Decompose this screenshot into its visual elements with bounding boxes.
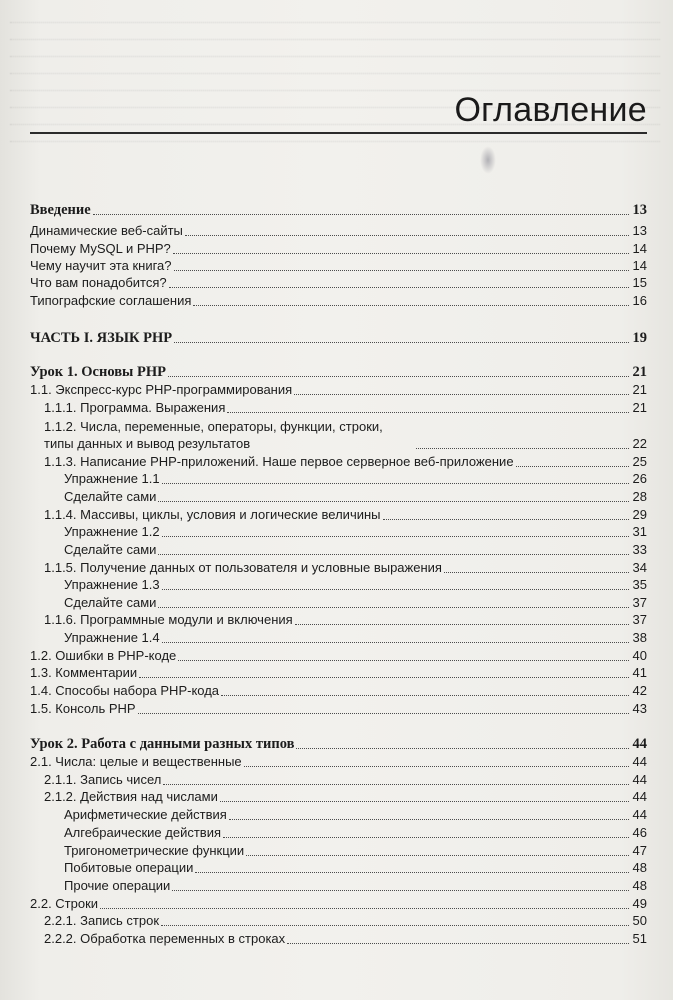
dot-leader	[221, 695, 629, 696]
toc-page-number: 13	[632, 202, 647, 218]
dot-leader	[516, 466, 629, 467]
dot-leader	[139, 677, 629, 678]
toc-page-number: 31	[632, 524, 647, 539]
toc-page-number: 14	[632, 241, 647, 256]
toc-entry-title: 2.2. Строки	[30, 896, 99, 911]
dot-leader	[220, 801, 629, 802]
toc-entry-title: 1.1.2. Числа, переменные, операторы, функции, строки, типы данных и вывод результатов	[44, 419, 383, 451]
toc-entry-title: 1.5. Консоль PHP	[30, 701, 136, 716]
toc-entry[interactable]	[30, 202, 647, 218]
toc-entry-title: Упражнение 1.3	[64, 577, 160, 592]
toc-page-number: 47	[632, 843, 647, 858]
toc-page-number: 19	[632, 330, 647, 346]
dot-leader	[158, 501, 629, 502]
dot-leader	[416, 448, 629, 449]
dot-leader	[162, 589, 629, 590]
dot-leader	[158, 554, 629, 555]
show-through-line	[10, 127, 660, 142]
dot-leader	[100, 908, 629, 909]
toc-page-number: 33	[632, 542, 647, 557]
page-title: Оглавление	[454, 91, 647, 129]
dot-leader	[294, 394, 629, 395]
toc-page-number: 46	[632, 825, 647, 840]
toc-page-number: 14	[632, 258, 647, 273]
toc-entry[interactable]	[64, 843, 647, 859]
toc-entry-title: Побитовые операции	[64, 860, 194, 875]
toc-entry[interactable]	[44, 913, 647, 929]
toc-entry[interactable]	[64, 542, 647, 558]
toc-page-number: 28	[632, 489, 647, 504]
toc-entry[interactable]	[64, 489, 647, 505]
dot-leader	[169, 287, 629, 288]
toc-page-number: 15	[632, 275, 647, 290]
toc-entry[interactable]	[64, 807, 647, 823]
toc-entry[interactable]	[44, 931, 647, 947]
dot-leader	[162, 642, 629, 643]
toc-entry-title: 1.4. Способы набора PHP-кода	[30, 683, 220, 698]
toc-entry-title: Упражнение 1.1	[64, 471, 160, 486]
toc-page-number: 38	[632, 630, 647, 645]
show-through-line	[10, 25, 660, 40]
dot-leader	[295, 624, 629, 625]
toc-entry-title: Динамические веб-сайты	[30, 223, 183, 238]
dot-leader	[173, 253, 629, 254]
toc-entry-title: 1.1.3. Написание PHP-приложений. Наше первое серверное веб-приложение	[44, 454, 514, 469]
toc-page-number: 49	[632, 896, 647, 911]
dot-leader	[444, 572, 629, 573]
toc-page-number: 44	[632, 772, 647, 787]
dot-leader	[174, 342, 629, 343]
dot-leader	[138, 713, 629, 714]
toc-page-number: 37	[632, 612, 647, 627]
toc-entry[interactable]	[30, 330, 647, 346]
toc-page-number: 48	[632, 860, 647, 875]
toc-page-number: 48	[632, 878, 647, 893]
toc-entry[interactable]	[64, 825, 647, 841]
toc-entry-title: 2.2.2. Обработка переменных в строках	[44, 931, 286, 946]
dot-leader	[185, 235, 629, 236]
toc-entry[interactable]	[30, 665, 647, 681]
toc-page-number: 21	[632, 364, 647, 380]
dot-leader	[172, 890, 629, 891]
toc-page-number: 13	[632, 223, 647, 238]
dot-leader	[93, 214, 629, 215]
toc-entry[interactable]	[44, 789, 647, 805]
toc-entry-title: 2.2.1. Запись строк	[44, 913, 160, 928]
toc-page-number: 43	[632, 701, 647, 716]
dot-leader	[178, 660, 629, 661]
toc-entry-title: Тригонометрические функции	[64, 843, 245, 858]
toc-entry-title: 1.1.4. Массивы, циклы, условия и логические величины	[44, 507, 381, 522]
toc-entry-title: Чему научит эта книга?	[30, 258, 172, 273]
show-through-line	[10, 42, 660, 57]
toc-page-number: 51	[632, 931, 647, 946]
toc-entry[interactable]	[64, 630, 647, 646]
toc-entry[interactable]	[64, 595, 647, 611]
toc-page-number: 35	[632, 577, 647, 592]
toc-page-number: 40	[632, 648, 647, 663]
toc-page-number: 44	[632, 789, 647, 804]
paper-stain	[480, 146, 496, 174]
toc-page-number: 34	[632, 560, 647, 575]
toc-entry[interactable]	[30, 241, 647, 257]
toc-entry-title: 1.1.6. Программные модули и включения	[44, 612, 293, 627]
toc-entry[interactable]	[44, 772, 647, 788]
toc-entry[interactable]	[30, 648, 647, 664]
toc-page-number: 22	[632, 436, 647, 451]
toc-entry-title: Сделайте сами	[64, 595, 157, 610]
toc-page-number: 50	[632, 913, 647, 928]
toc-page-number: 37	[632, 595, 647, 610]
toc-entry-title: Арифметические действия	[64, 807, 227, 822]
toc-entry-title: 2.1.1. Запись чисел	[44, 772, 162, 787]
toc-entry[interactable]	[64, 471, 647, 487]
toc-entry-title: Алгебраические действия	[64, 825, 221, 840]
toc-entry-title: Сделайте сами	[64, 542, 157, 557]
dot-leader	[158, 607, 629, 608]
toc-entry-title: Упражнение 1.4	[64, 630, 160, 645]
toc-entry[interactable]	[30, 896, 647, 912]
toc-page-number: 42	[632, 683, 647, 698]
toc-entry[interactable]	[30, 701, 647, 717]
dot-leader	[296, 748, 629, 749]
toc-entry-title: Прочие операции	[64, 878, 171, 893]
toc-page-number: 16	[632, 293, 647, 308]
toc-entry[interactable]	[30, 364, 647, 380]
toc-entry[interactable]	[44, 507, 647, 523]
toc-entry-title: Типографские соглашения	[30, 293, 192, 308]
toc-entry-title: 1.1.1. Программа. Выражения	[44, 400, 226, 415]
dot-leader	[223, 837, 629, 838]
dot-leader	[162, 536, 629, 537]
toc-entry[interactable]	[30, 223, 647, 239]
toc-entry[interactable]	[44, 612, 647, 628]
toc-entry-title: Введение	[30, 202, 91, 218]
toc-entry-title: Сделайте сами	[64, 489, 157, 504]
dot-leader	[193, 305, 629, 306]
dot-leader	[244, 766, 629, 767]
show-through-line	[10, 59, 660, 74]
toc-page-number: 25	[632, 454, 647, 469]
dot-leader	[227, 412, 629, 413]
toc-entry[interactable]	[30, 754, 647, 770]
toc-entry[interactable]	[30, 382, 647, 398]
toc-entry[interactable]	[30, 275, 647, 291]
dot-leader	[174, 270, 630, 271]
toc-entry[interactable]	[64, 860, 647, 876]
toc-entry[interactable]	[44, 418, 647, 452]
toc-page-number: 21	[632, 382, 647, 397]
toc-page-number: 44	[632, 807, 647, 822]
toc-entry[interactable]	[64, 577, 647, 593]
toc-entry-title: Урок 1. Основы PHP	[30, 364, 166, 380]
toc-entry[interactable]	[30, 293, 647, 309]
toc-entry[interactable]	[44, 400, 647, 416]
toc-page-number: 29	[632, 507, 647, 522]
toc-entry-title: 1.2. Ошибки в PHP-коде	[30, 648, 177, 663]
dot-leader	[162, 483, 629, 484]
toc-page-number: 44	[632, 736, 647, 752]
toc-entry[interactable]	[30, 258, 647, 274]
dot-leader	[229, 819, 629, 820]
toc-page-number: 41	[632, 665, 647, 680]
dot-leader	[383, 519, 629, 520]
dot-leader	[246, 855, 629, 856]
toc-entry-title: 1.3. Комментарии	[30, 665, 138, 680]
toc-entry[interactable]	[44, 560, 647, 576]
toc-page-number: 26	[632, 471, 647, 486]
show-through-line	[10, 76, 660, 91]
toc-entry-title: 1.1.5. Получение данных от пользователя и условные выражения	[44, 560, 442, 575]
toc-entry-title: Упражнение 1.2	[64, 524, 160, 539]
title-rule	[30, 132, 647, 134]
dot-leader	[168, 376, 629, 377]
toc-entry-title: Урок 2. Работа с данными разных типов	[30, 736, 295, 752]
toc-entry[interactable]	[30, 736, 647, 752]
dot-leader	[163, 784, 629, 785]
show-through-line	[10, 8, 660, 23]
toc-entry[interactable]	[64, 878, 647, 894]
toc-entry-title: Почему MySQL и PHP?	[30, 241, 171, 256]
toc-page-number: 21	[632, 400, 647, 415]
dot-leader	[161, 925, 629, 926]
toc-entry-title: 2.1. Числа: целые и вещественные	[30, 754, 242, 769]
toc-entry-title: 2.1.2. Действия над числами	[44, 789, 218, 804]
dot-leader	[195, 872, 629, 873]
toc-entry-title: 1.1. Экспресс-курс PHP-программирования	[30, 382, 293, 397]
dot-leader	[287, 943, 629, 944]
toc-entry-title: Что вам понадобится?	[30, 275, 167, 290]
toc-entry-title: ЧАСТЬ I. ЯЗЫК PHP	[30, 330, 173, 346]
toc-entry[interactable]	[44, 454, 647, 470]
toc-page-number: 44	[632, 754, 647, 769]
toc-entry[interactable]	[64, 524, 647, 540]
toc-entry[interactable]	[30, 683, 647, 699]
